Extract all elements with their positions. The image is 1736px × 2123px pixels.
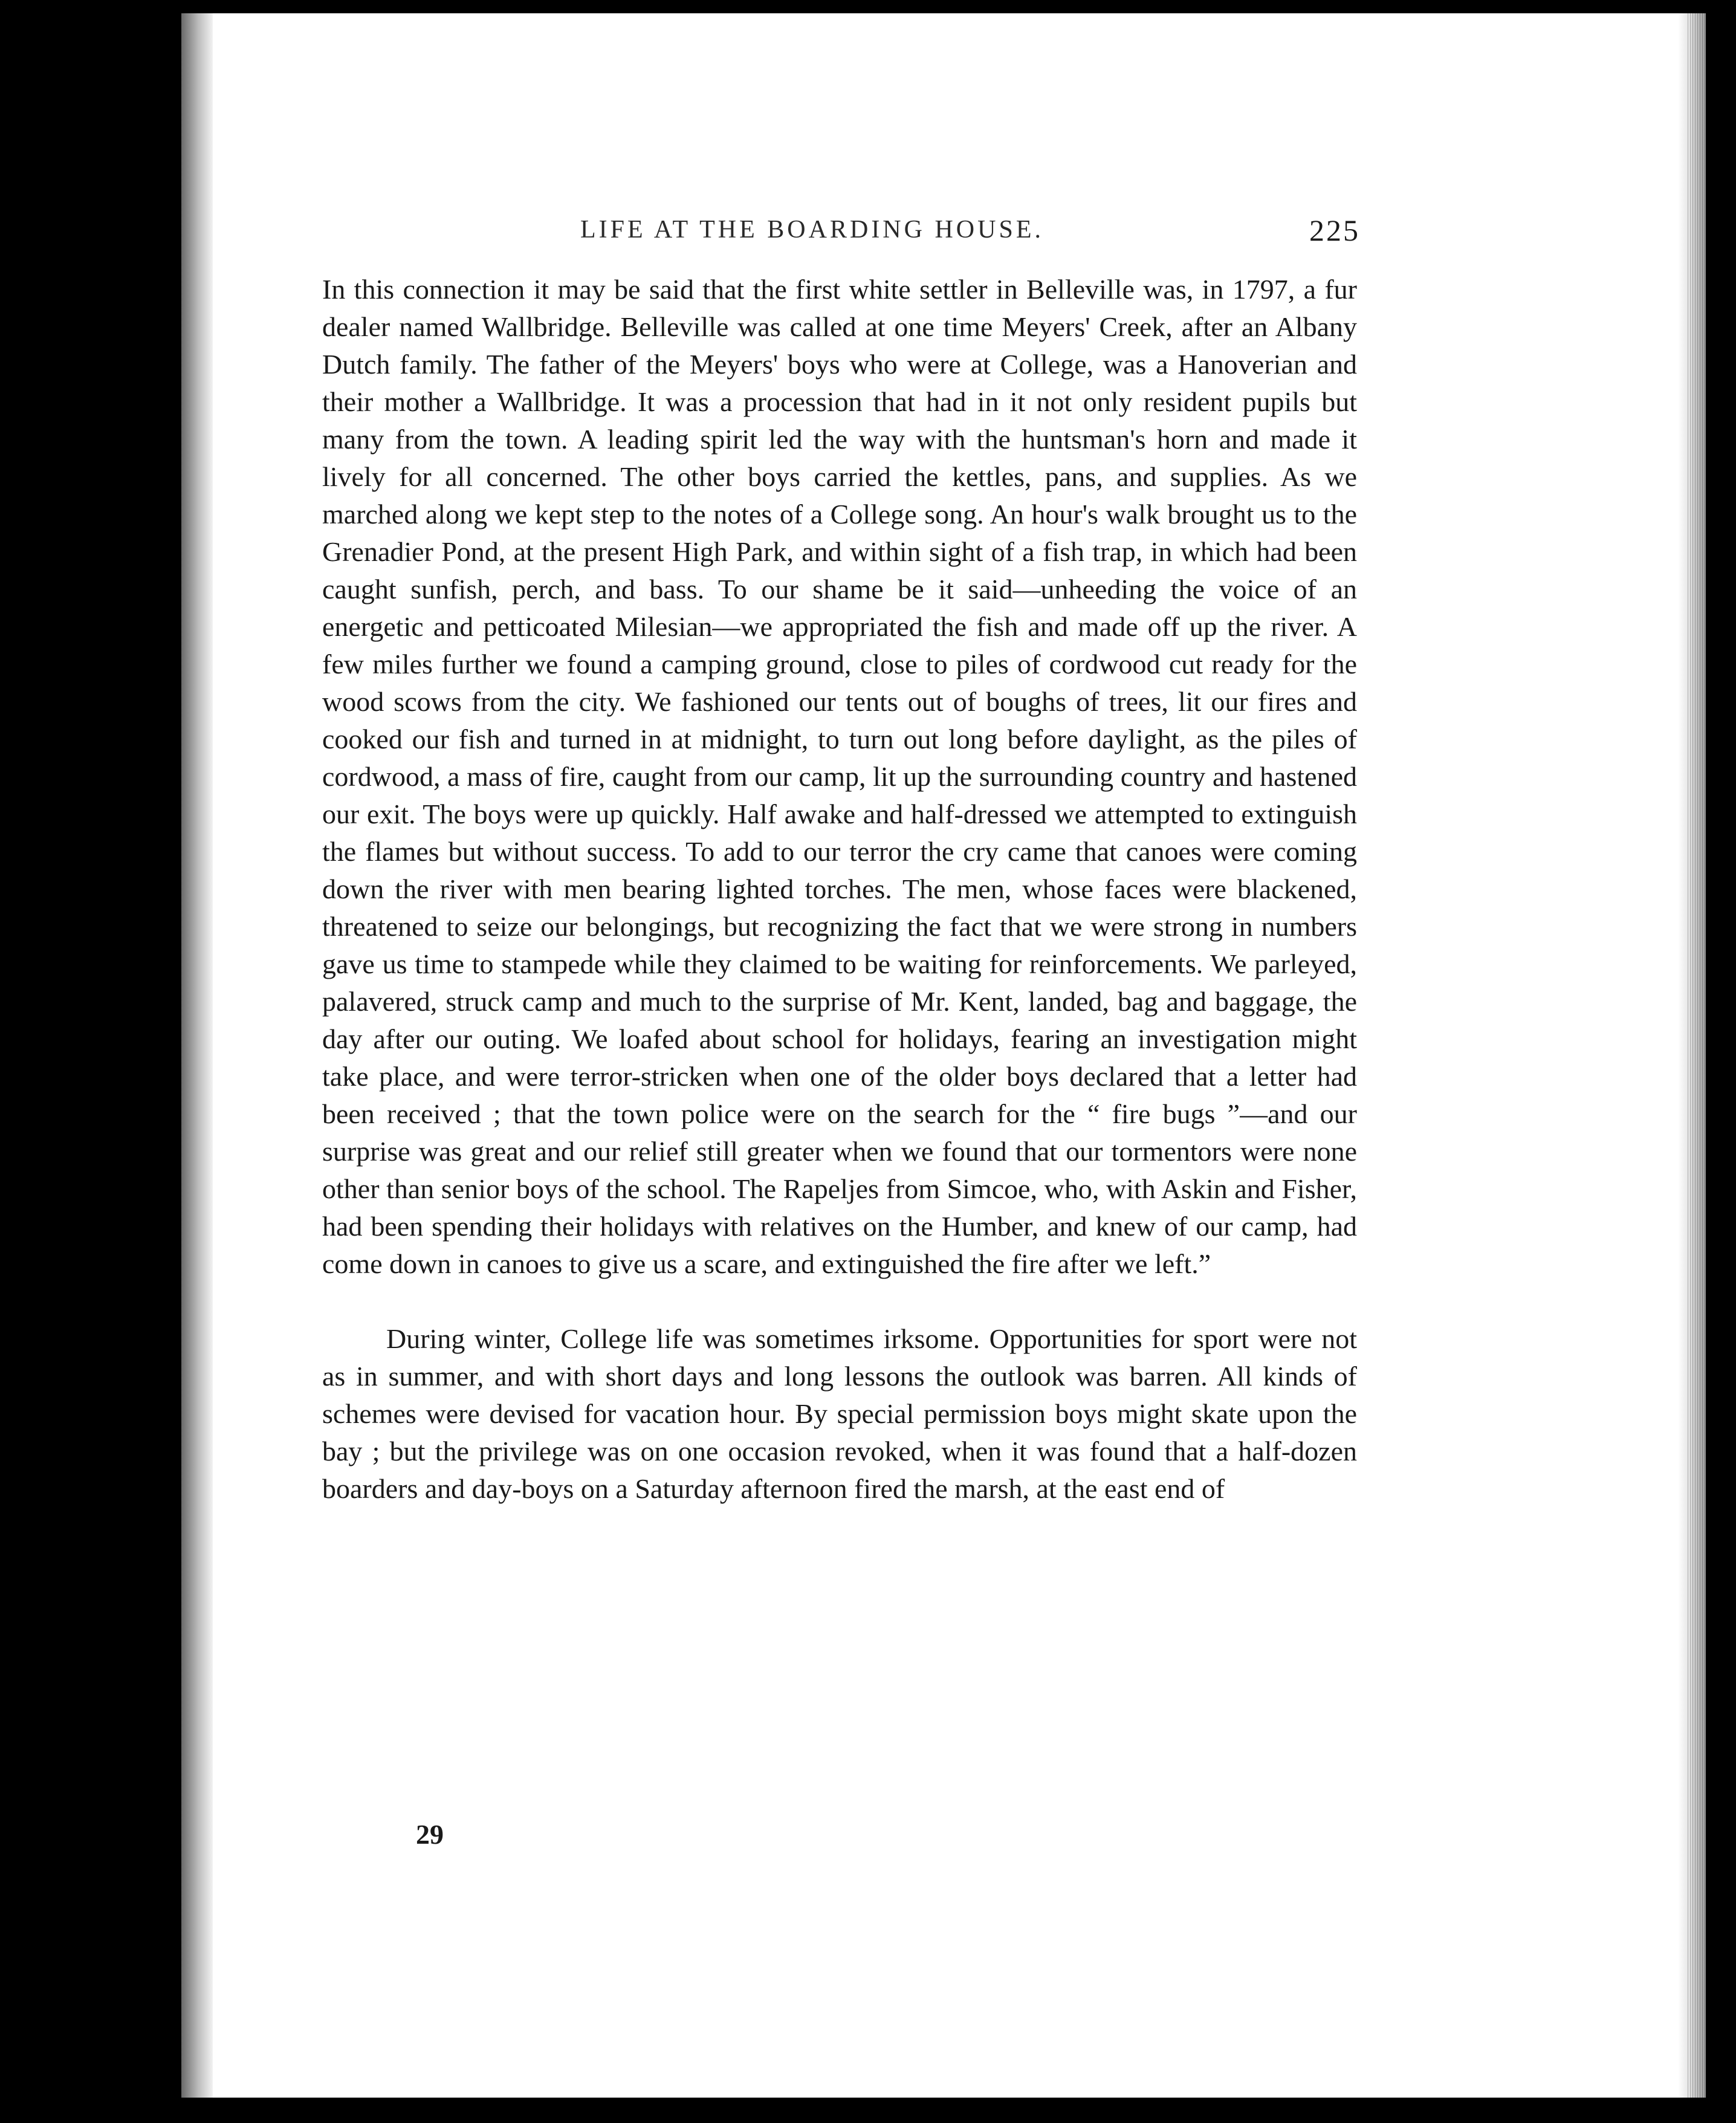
paragraph: In this connection it may be said that the first white settler in Belleville was, in 1797, a fur dealer named Wallbridge. Belleville was called at one time Meyers' Creek, after an Albany Dutch family. The father of the Meyers' boys who were at College, was a Hanoverian and their mother a Wallbridge. It was a procession that had in it not only resident pupils but many from the town. A leading spirit led the way with the huntsman's horn and made it lively for all concerned. The other boys carried the kettles, pans, and supplies. As we marched along we kept step to the notes of a College song. An hour's walk brought us to the Grenadier Pond, at the present High Park, and within sight of a fish trap, in which had been caught sunfish, perch, and bass. To our shame be it said—unheeding the voice of an energetic and petticoated Milesian—we appropriated the fish and made off up the river. A few miles further we found a camping ground, close to piles of cordwood cut ready for the wood scows from the city. We fashioned our tents out of boughs of trees, lit our fires and cooked our fish and turned in at midnight, to turn out long before daylight, as the piles of cordwood, a mass of fire, caught from our camp, lit up the surrounding country and hastened our exit. The boys were up quickly. Half awake and half-dressed we attempted to extinguish the flames but without success. To add to our terror the cry came that canoes were coming down the river with men bearing lighted torches. The men, whose faces were blackened, threatened to seize our belongings, but recognizing the fact that we were strong in numbers gave us time to stampede while they claimed to be waiting for reinforcements. We parleyed, palavered, struck camp and much to the surprise of Mr. Kent, landed, bag and baggage, the day after our outing. We loafed about school for holidays, fearing an investigation might take place, and were terror-stricken when one of the older boys declared that a letter had been received ; that the town police were on the search for the “ fire bugs ”—and our surprise was great and our relief still greater when we found that our tormentors were none other than senior boys of the school. The Rapeljes from Simcoe, who, with Askin and Fisher, had been spending their holidays with relatives on the Humber, and knew of our camp, had come down in canoes to give us a scare, and extinguished the fire after we left.” [322,274,1357,1279]
scan-border-bottom [0,2098,1736,2123]
running-head [326,213,1360,255]
scan-border-top [0,0,1736,13]
page-number: 225 [1309,213,1360,247]
signature-mark: 29 [416,1819,444,1850]
scan-border-right [1706,0,1736,2123]
paragraph: During winter, College life was sometimes irksome. Opportunities for sport were not as in summer, and with short days and long lessons the outlook was barren. All kinds of schemes were devised for vacation hour. By special permission boys might skate upon the bay ; but the privilege was on one occasion revoked, when it was found that a half-dozen boarders and day-boys on a Saturday afternoon fired the marsh, at the east end of [322,1323,1357,1504]
scan-gutter-shadow [181,13,213,2098]
page-edge-stack [1688,13,1706,2098]
running-head-title: LIFE AT THE BOARDING HOUSE. [580,216,1044,244]
body-text [322,271,1357,1508]
scan-border-left [0,0,181,2123]
